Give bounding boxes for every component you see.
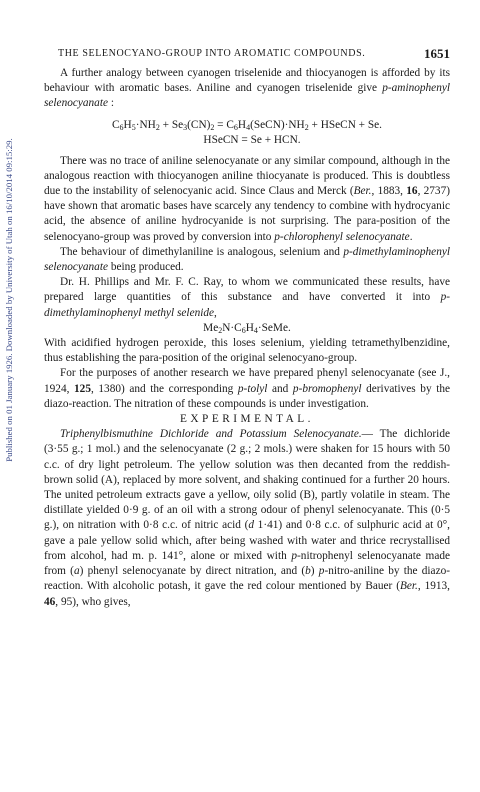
running-title: THE SELENOCYANO-GROUP INTO AROMATIC COMPOUNDS. bbox=[58, 48, 366, 59]
paragraph-4: Dr. H. Phillips and Mr. F. C. Ray, to whom we communicated these results, have prepared large quantities of this substance and have converted it into p-dimethylaminophenyl methyl selenide, bbox=[44, 276, 450, 319]
p1-text: A further analogy between cyanogen triselenide and thiocyanogen is afforded by its behaviour with aromatic bases. Aniline and cyanogen triselenide give bbox=[44, 67, 450, 95]
paragraph-1 bbox=[44, 66, 450, 112]
publication-side-note bbox=[2, 90, 16, 510]
paragraph-3: The behaviour of dimethylaniline is analogous, selenium and p-dimethylaminophenyl selenocyanate being produced. bbox=[44, 245, 450, 274]
paragraph-6: For the purposes of another research we have prepared phenyl selenocyanate (see J., 1924, 125, 1380) and the corresponding p-tolyl and p-bromophenyl derivatives by the diazo-reaction. The nitration of these compounds is under investigation. bbox=[44, 367, 450, 410]
paragraph-2: There was no trace of aniline selenocyanate or any similar compound, although in the analogous reaction with thiocyanogen aniline thiocyanate is produced. This is doubtless due to the instability of selenocyanic acid. Since Claus and Merck (Ber., 1883, 16, 2737) have shown that aromatic bases have scarcely any tendency to combine with hydrocyanic acid, the absence of aniline hydrocyanide is not surprising. The para-position of the selenocyano-group was proved by conversion into p-chlorophenyl selenocyanate. bbox=[44, 154, 450, 243]
paragraph-5: With acidified hydrogen peroxide, this loses selenium, yielding tetramethylbenzidine, thus establishing the para-position of the original selenocyano-group. bbox=[44, 337, 450, 365]
p1-end: : bbox=[108, 97, 114, 110]
equation-1 bbox=[44, 118, 450, 148]
paragraph-7: Triphenylbismuthine Dichloride and Potassium Selenocyanate.— The dichloride (3·55 g.; 1 mol.) and the selenocyanate (2 g.; 2 mols.) were shaken for 15 hours with 50 c.c. of dry light petroleum. The yellow solution was then decanted from the reddish-brown solid (A), replaced by more solvent, and shaking continued for a further 20 hours. The united petroleum extracts gave a yellow, oily solid (B), partly volatile in steam. The distillate yielded 0·9 g. of an oil with a strong odour of phenyl selenocyanate. This (0·5 g.), on nitration with 0·8 c.c. of nitric acid (d 1·41) and 0·8 c.c. of sulphuric acid at 0°, gave a pale yellow solid which, after being washed with water and thrice recrystallised from alcohol, had m. p. 141°, alone or mixed with p-nitrophenyl selenocyanate made from (a) phenyl selenocyanate by direct nitration, and (b) p-nitro-aniline by the diazo-reaction. With alcoholic potash, it gave the red colour mentioned by Bauer (Ber., 1913, 46, 95), who gives, bbox=[44, 428, 451, 608]
article-body bbox=[44, 66, 450, 610]
equation-line-2: HSeCN = Se + HCN. bbox=[203, 133, 301, 146]
side-note-text[interactable]: Published on 01 January 1926. Downloaded by University of Utah on 16/10/2014 09:15:29. bbox=[4, 138, 14, 462]
running-header bbox=[58, 46, 450, 62]
formula-2: $Me_2N\cdot C_6H_4\cdot SeMe$. bbox=[203, 321, 291, 335]
p1-italic: p-aminophenyl selenocyanate bbox=[44, 82, 450, 110]
section-heading: EXPERIMENTAL. bbox=[179, 413, 315, 426]
equation-line-1: $C_6H_5\cdot NH_2 + Se_3(CN)_2$ = $C_6H_4(SeCN)\cdot NH_2$ + HSeCN + Se. bbox=[112, 118, 382, 132]
page-number: 1651 bbox=[424, 46, 450, 61]
